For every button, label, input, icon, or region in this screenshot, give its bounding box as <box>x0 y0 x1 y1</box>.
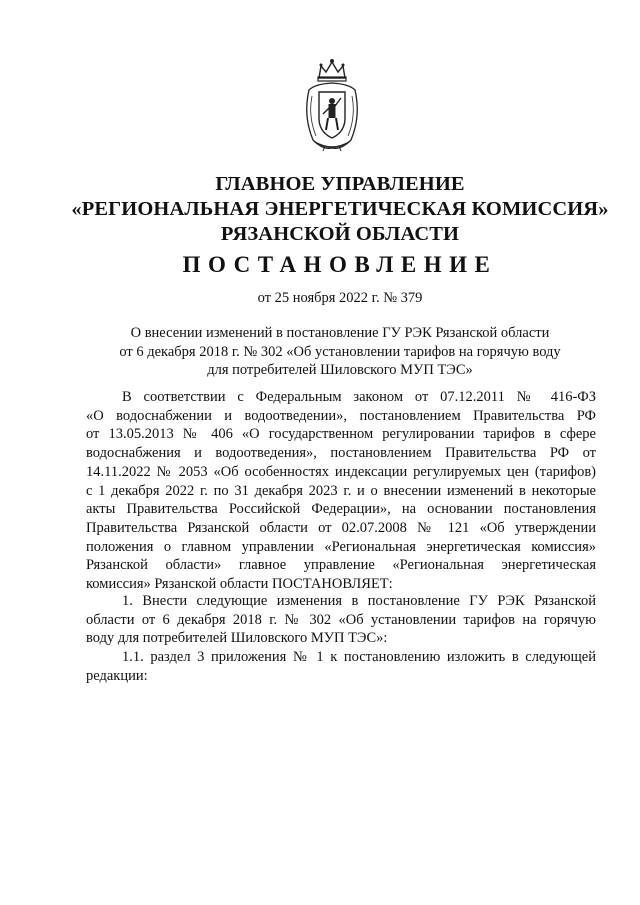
paragraph-line: 14.11.2022 № 2053 «Об особенностях индексации регулируемых цен (тарифов) <box>86 463 596 480</box>
decree-subject <box>60 324 620 380</box>
issuer-header <box>60 172 620 247</box>
paragraph-line: области от 6 декабря 2018 г. № 302 «Об установлении тарифов на горячую <box>86 611 596 628</box>
preamble-paragraph <box>86 388 596 594</box>
subject-line: О внесении изменений в постановление ГУ РЭК Рязанской области <box>130 325 550 341</box>
paragraph-line: Правительства Рязанской области от 02.07.2008 № 121 «Об утверждении <box>86 519 596 536</box>
paragraph-line: комиссия» Рязанской области ПОСТАНОВЛЯЕТ: <box>86 576 393 593</box>
item-1-1-paragraph <box>86 648 596 685</box>
header-line-2: «РЕГИОНАЛЬНАЯ ЭНЕРГЕТИЧЕСКАЯ КОМИССИЯ» <box>71 198 609 220</box>
paragraph-line: водоснабжения и водоотведения», постановлением Правительства РФ от <box>86 445 596 462</box>
paragraph-line: с 1 декабря 2022 г. по 31 декабря 2023 г. и о внесении изменений в некоторые <box>86 482 596 499</box>
subject-line: от 6 декабря 2018 г. № 302 «Об установлении тарифов на горячую воду <box>119 343 561 360</box>
paragraph-line: акты Правительства Российской Федерации», на основании постановления <box>86 501 596 518</box>
header-line-1: ГЛАВНОЕ УПРАВЛЕНИЕ <box>215 173 465 195</box>
item-1-paragraph <box>86 592 596 648</box>
header-line-3: РЯЗАНСКОЙ ОБЛАСТИ <box>220 223 460 245</box>
decree-title: ПОСТАНОВЛЕНИЕ <box>182 252 498 277</box>
ryazan-coat-of-arms-emblem <box>299 56 365 152</box>
paragraph-line: 1.1. раздел 3 приложения № 1 к постановлению изложить в следующей <box>122 649 596 665</box>
decree-date-number: от 25 ноября 2022 г. № 379 <box>257 290 423 306</box>
paragraph-line: В соответствии с Федеральным законом от 07.12.2011 № 416-ФЗ <box>122 389 596 405</box>
paragraph-line: 1. Внести следующие изменения в постановление ГУ РЭК Рязанской <box>122 593 596 609</box>
paragraph-line: воду для потребителей Шиловского МУП ТЭС»: <box>86 630 388 647</box>
subject-line: для потребителей Шиловского МУП ТЭС» <box>207 362 473 378</box>
paragraph-line: Рязанской области» главное управление «Региональная энергетическая <box>86 557 596 574</box>
paragraph-line: от 13.05.2013 № 406 «О государственном регулировании тарифов в сфере <box>86 426 596 443</box>
paragraph-line: редакции: <box>86 667 148 684</box>
paragraph-line: «О водоснабжении и водоотведении», постановлением Правительства РФ <box>86 407 596 424</box>
paragraph-line: положения о главном управлении «Региональная энергетическая комиссия» <box>86 538 596 555</box>
